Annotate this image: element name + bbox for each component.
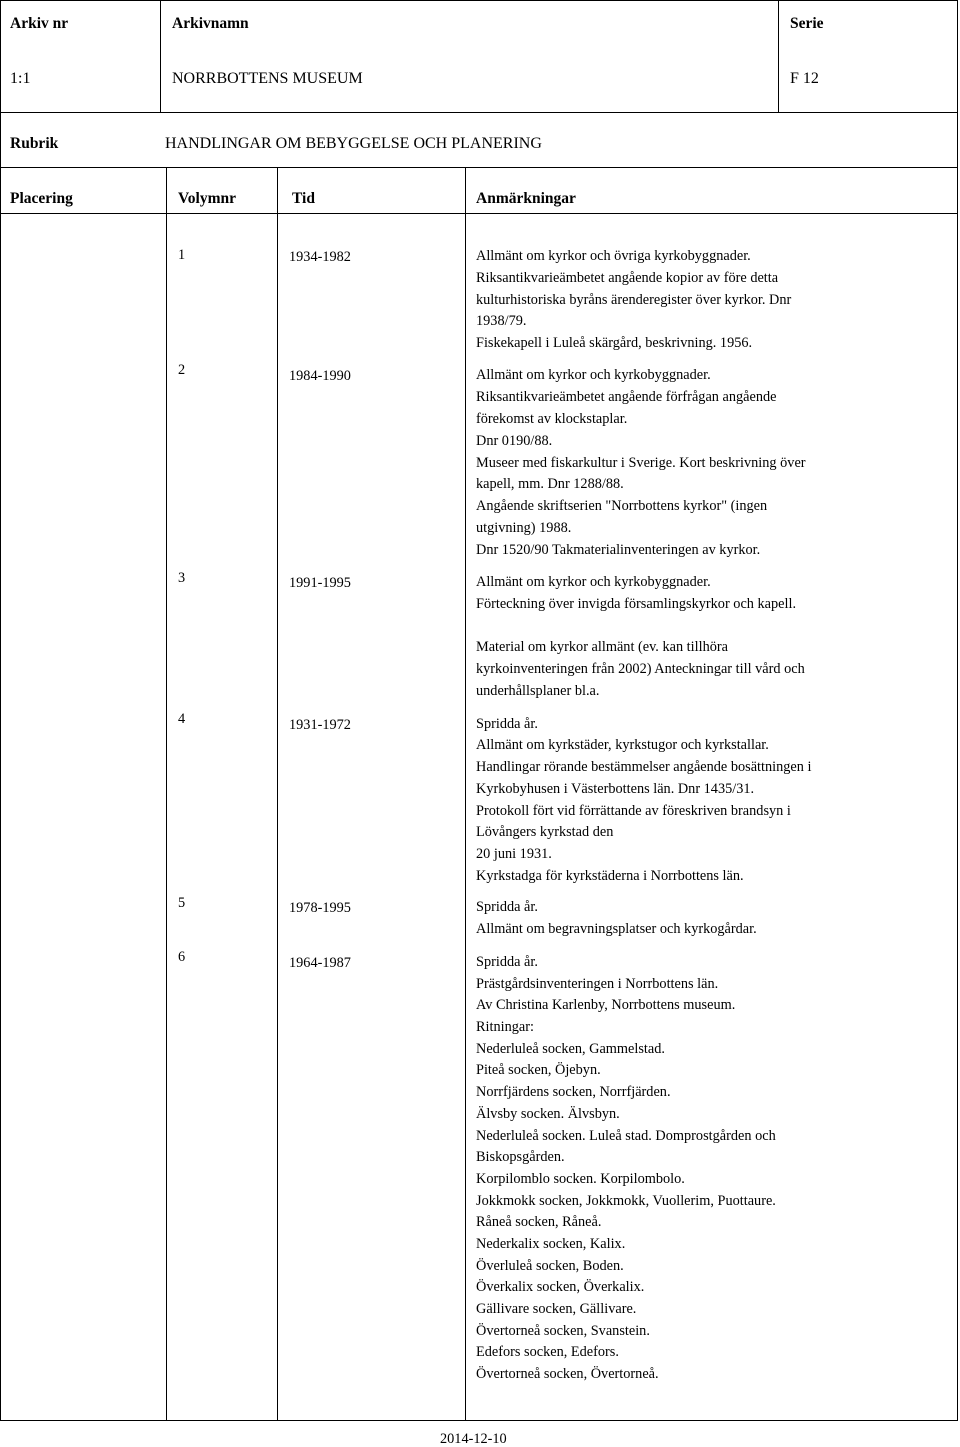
volume-time: 1984-1990 bbox=[289, 368, 351, 384]
volume-time: 1964-1987 bbox=[289, 955, 351, 971]
note-line: Material om kyrkor allmänt (ev. kan tillhöra bbox=[476, 639, 728, 655]
note-line: underhållsplaner bl.a. bbox=[476, 683, 600, 699]
note-line: Nederluleå socken. Luleå stad. Domprostgården och bbox=[476, 1128, 776, 1144]
note-line: Spridda år. bbox=[476, 899, 538, 915]
note-line: Korpilomblo socken. Korpilombolo. bbox=[476, 1171, 685, 1187]
note-line: Nederkalix socken, Kalix. bbox=[476, 1236, 626, 1252]
note-line: Riksantikvarieämbetet angående kopior av före detta bbox=[476, 270, 779, 286]
note-line: Fiskekapell i Luleå skärgård, beskrivning. 1956. bbox=[476, 335, 753, 351]
note-line: Spridda år. bbox=[476, 716, 538, 732]
col-time: Tid bbox=[292, 190, 315, 207]
note-line: Jokkmokk socken, Jokkmokk, Vuollerim, Puottaure. bbox=[476, 1193, 776, 1209]
note-line: Råneå socken, Råneå. bbox=[476, 1214, 602, 1230]
note-line: Övertorneå socken, Övertorneå. bbox=[476, 1366, 659, 1382]
frame-bottom bbox=[0, 1420, 958, 1421]
volume-time: 1931-1972 bbox=[289, 717, 351, 733]
divider-after-rubric bbox=[0, 167, 958, 168]
note-line: Nederluleå socken, Gammelstad. bbox=[476, 1041, 665, 1057]
note-line: 1938/79. bbox=[476, 313, 527, 329]
divider-after-archive bbox=[0, 112, 958, 113]
note-line: Övertorneå socken, Svanstein. bbox=[476, 1323, 650, 1339]
series-value: F 12 bbox=[790, 70, 819, 87]
volume-time: 1934-1982 bbox=[289, 249, 351, 265]
note-line: kyrkoinventeringen från 2002) Anteckningar till vård och bbox=[476, 661, 805, 677]
note-line: Lövångers kyrkstad den bbox=[476, 824, 614, 840]
note-line: Allmänt om kyrkor och kyrkobyggnader. bbox=[476, 367, 711, 383]
volume-time: 1991-1995 bbox=[289, 575, 351, 591]
note-line: Handlingar rörande bestämmelser angående bosättningen i bbox=[476, 759, 812, 775]
note-line: utgivning) 1988. bbox=[476, 520, 572, 536]
note-line: Älvsby socken. Älvsbyn. bbox=[476, 1106, 620, 1122]
note-line: Edefors socken, Edefors. bbox=[476, 1344, 619, 1360]
volume-number: 6 bbox=[178, 949, 186, 965]
note-line: Överluleå socken, Boden. bbox=[476, 1258, 624, 1274]
divider-col-placement bbox=[166, 167, 167, 1421]
series-label: Serie bbox=[790, 15, 824, 32]
note-line: Riksantikvarieämbetet angående förfrågan angående bbox=[476, 389, 777, 405]
note-line: förekomst av klockstaplar. bbox=[476, 411, 628, 427]
note-line: Protokoll fört vid förrättande av föreskriven brandsyn i bbox=[476, 803, 791, 819]
note-line: Allmänt om begravningsplatser och kyrkogårdar. bbox=[476, 921, 757, 937]
volume-number: 5 bbox=[178, 895, 186, 911]
volume-number: 1 bbox=[178, 247, 186, 263]
volume-time: 1978-1995 bbox=[289, 900, 351, 916]
note-line: Prästgårdsinventeringen i Norrbottens län. bbox=[476, 976, 719, 992]
archive-name-label: Arkivnamn bbox=[172, 15, 249, 32]
frame-top bbox=[0, 0, 958, 1]
volume-number: 3 bbox=[178, 570, 186, 586]
note-line: 20 juni 1931. bbox=[476, 846, 552, 862]
note-line: Gällivare socken, Gällivare. bbox=[476, 1301, 637, 1317]
note-line: Angående skriftserien "Norrbottens kyrkor" (ingen bbox=[476, 498, 768, 514]
note-line: Dnr 1520/90 Takmaterialinventeringen av kyrkor. bbox=[476, 542, 761, 558]
note-line: Kyrkobyhusen i Västerbottens län. Dnr 1435/31. bbox=[476, 781, 755, 797]
col-volume: Volymnr bbox=[178, 190, 236, 207]
rubric-value: HANDLINGAR OM BEBYGGELSE OCH PLANERING bbox=[165, 135, 542, 152]
note-line: Spridda år. bbox=[476, 954, 538, 970]
note-line: Kyrkstadga för kyrkstäderna i Norrbottens län. bbox=[476, 868, 744, 884]
note-line: Piteå socken, Öjebyn. bbox=[476, 1062, 601, 1078]
col-placement: Placering bbox=[10, 190, 73, 207]
note-line: Ritningar: bbox=[476, 1019, 534, 1035]
note-line: Allmänt om kyrkor och övriga kyrkobyggnader. bbox=[476, 248, 751, 264]
note-line: Överkalix socken, Överkalix. bbox=[476, 1279, 645, 1295]
archive-name: NORRBOTTENS MUSEUM bbox=[172, 70, 363, 87]
archive-no-label: Arkiv nr bbox=[10, 15, 69, 32]
divider-series-col bbox=[778, 0, 779, 113]
archive-no: 1:1 bbox=[10, 70, 31, 87]
note-line: Av Christina Karlenby, Norrbottens museum. bbox=[476, 997, 736, 1013]
note-line: kapell, mm. Dnr 1288/88. bbox=[476, 476, 624, 492]
note-line: Allmänt om kyrkstäder, kyrkstugor och kyrkstallar. bbox=[476, 737, 769, 753]
col-notes: Anmärkningar bbox=[476, 190, 576, 207]
volume-number: 4 bbox=[178, 711, 186, 727]
note-line: Förteckning över invigda församlingskyrkor och kapell. bbox=[476, 596, 797, 612]
note-line: Norrfjärdens socken, Norrfjärden. bbox=[476, 1084, 671, 1100]
footer-date: 2014-12-10 bbox=[440, 1431, 507, 1447]
note-line: kulturhistoriska byråns ärenderegister över kyrkor. Dnr bbox=[476, 292, 792, 308]
divider-archive-col bbox=[160, 0, 161, 113]
divider-col-volume bbox=[277, 167, 278, 1421]
note-line: Biskopsgården. bbox=[476, 1149, 565, 1165]
note-line: Allmänt om kyrkor och kyrkobyggnader. bbox=[476, 574, 711, 590]
note-line: Dnr 0190/88. bbox=[476, 433, 553, 449]
volume-number: 2 bbox=[178, 362, 186, 378]
divider-col-time bbox=[465, 167, 466, 1421]
note-line: Museer med fiskarkultur i Sverige. Kort beskrivning över bbox=[476, 455, 806, 471]
rubric-label: Rubrik bbox=[10, 135, 59, 152]
divider-after-columns bbox=[0, 213, 958, 214]
